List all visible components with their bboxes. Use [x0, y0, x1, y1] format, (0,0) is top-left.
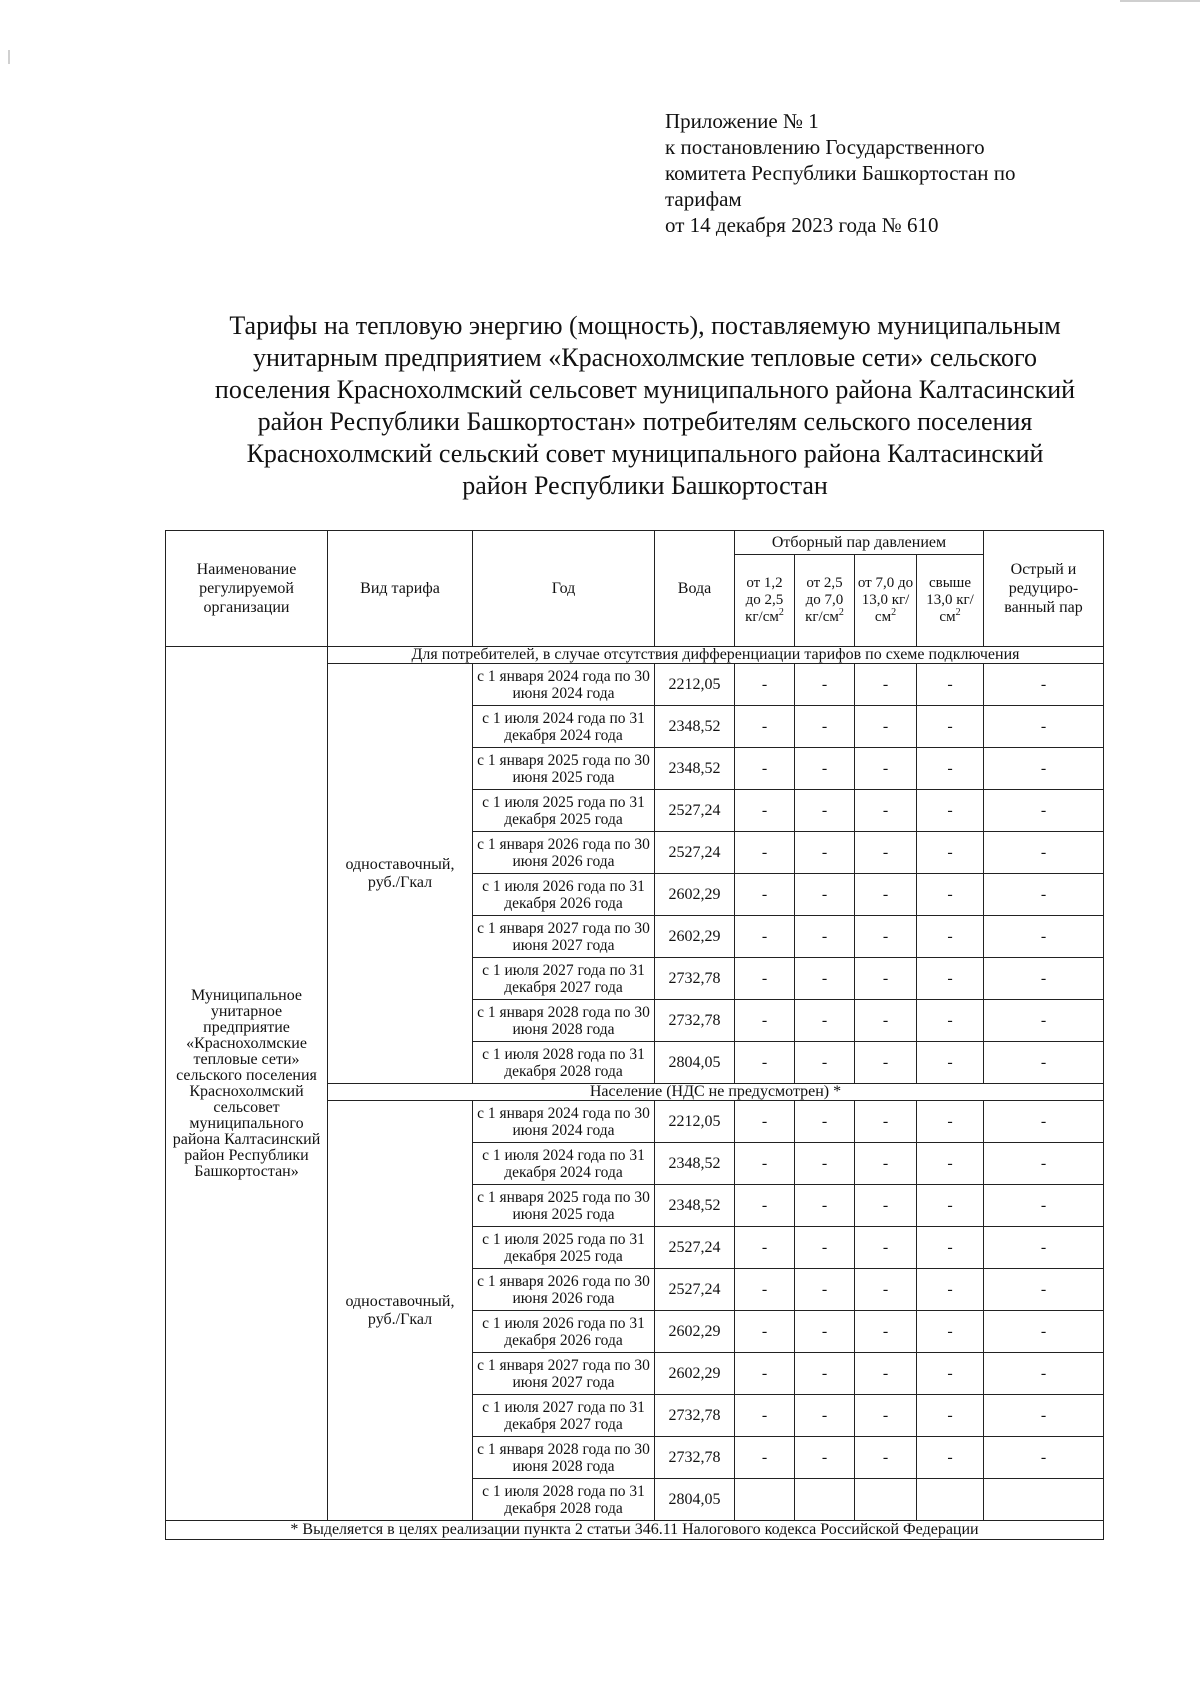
empty-value-cell: -	[795, 1101, 855, 1143]
period-cell: с 1 января 2028 года по 30 июня 2028 года	[473, 1437, 655, 1479]
empty-value-cell: -	[735, 1042, 795, 1084]
title-line: унитарным предприятием «Краснохолмские тепловые сети» сельского	[252, 343, 1038, 372]
section-title: Население (НДС не предусмотрен) *	[328, 1084, 1104, 1101]
empty-value-cell	[984, 1479, 1104, 1521]
empty-value-cell: -	[917, 1143, 984, 1185]
header-water: Вода	[655, 531, 735, 647]
empty-value-cell: -	[795, 958, 855, 1000]
empty-value-cell: -	[855, 832, 917, 874]
empty-value-cell: -	[917, 706, 984, 748]
scan-artifact	[8, 50, 10, 64]
empty-value-cell: -	[735, 916, 795, 958]
empty-value-cell: -	[735, 832, 795, 874]
empty-value-cell: -	[735, 1185, 795, 1227]
empty-value-cell: -	[984, 874, 1104, 916]
empty-value-cell: -	[984, 958, 1104, 1000]
tariff-kind-cell: одноставочный, руб./Гкал	[328, 664, 473, 1084]
table-body	[166, 647, 1104, 1540]
empty-value-cell: -	[917, 832, 984, 874]
empty-value-cell: -	[735, 1395, 795, 1437]
empty-value-cell: -	[917, 1353, 984, 1395]
empty-value-cell: -	[795, 1311, 855, 1353]
empty-value-cell: -	[795, 790, 855, 832]
header-steam-4: свыше 13,0 $кг/см^2$	[917, 555, 984, 647]
title-line: район Республики Башкортостан	[462, 471, 828, 500]
period-cell: с 1 июля 2026 года по 31 декабря 2026 года	[473, 1311, 655, 1353]
empty-value-cell: -	[855, 958, 917, 1000]
header-row	[166, 531, 1104, 555]
empty-value-cell: -	[735, 1269, 795, 1311]
empty-value-cell: -	[917, 1042, 984, 1084]
period-cell: с 1 января 2025 года по 30 июня 2025 года	[473, 748, 655, 790]
water-value-cell: 2602,29	[655, 874, 735, 916]
water-value-cell: 2527,24	[655, 832, 735, 874]
empty-value-cell: -	[795, 1227, 855, 1269]
empty-value-cell: -	[917, 1311, 984, 1353]
header-steam-1: от 1,2 до 2,5 $кг/см^2$	[735, 555, 795, 647]
header-year: Год	[473, 531, 655, 647]
empty-value-cell: -	[855, 1395, 917, 1437]
empty-value-cell: -	[735, 1143, 795, 1185]
empty-value-cell: -	[735, 1227, 795, 1269]
period-cell: с 1 июля 2024 года по 31 декабря 2024 года	[473, 1143, 655, 1185]
empty-value-cell: -	[855, 706, 917, 748]
section-title: Для потребителей, в случае отсутствия дифференциации тарифов по схеме подключения	[328, 647, 1104, 664]
period-cell: с 1 июля 2028 года по 31 декабря 2028 года	[473, 1042, 655, 1084]
empty-value-cell: -	[917, 664, 984, 706]
empty-value-cell: -	[984, 1311, 1104, 1353]
empty-value-cell: -	[735, 874, 795, 916]
empty-value-cell: -	[917, 1269, 984, 1311]
empty-value-cell: -	[917, 1227, 984, 1269]
period-cell: с 1 января 2026 года по 30 июня 2026 года	[473, 832, 655, 874]
annex-line: к постановлению Государственного	[665, 135, 985, 159]
empty-value-cell: -	[984, 706, 1104, 748]
empty-value-cell: -	[795, 1143, 855, 1185]
empty-value-cell: -	[984, 1269, 1104, 1311]
water-value-cell: 2732,78	[655, 1437, 735, 1479]
empty-value-cell: -	[795, 748, 855, 790]
header-sharp-steam: Острый и редуциро-ванный пар	[984, 531, 1104, 647]
water-value-cell: 2602,29	[655, 916, 735, 958]
water-value-cell: 2348,52	[655, 1185, 735, 1227]
empty-value-cell: -	[984, 748, 1104, 790]
water-value-cell: 2212,05	[655, 664, 735, 706]
empty-value-cell: -	[795, 1185, 855, 1227]
title-line: Тарифы на тепловую энергию (мощность), поставляемую муниципальным	[229, 311, 1061, 340]
empty-value-cell: -	[795, 1395, 855, 1437]
empty-value-cell: -	[795, 664, 855, 706]
empty-value-cell: -	[855, 1000, 917, 1042]
water-value-cell: 2212,05	[655, 1101, 735, 1143]
footnote-row	[166, 1521, 1104, 1540]
empty-value-cell: -	[735, 1000, 795, 1042]
period-cell: с 1 января 2024 года по 30 июня 2024 года	[473, 664, 655, 706]
empty-value-cell: -	[795, 916, 855, 958]
empty-value-cell: -	[735, 748, 795, 790]
empty-value-cell: -	[917, 1185, 984, 1227]
tariff-kind-cell: одноставочный, руб./Гкал	[328, 1101, 473, 1521]
annex-block	[665, 108, 1085, 238]
tariff-table	[165, 530, 1104, 1540]
empty-value-cell: -	[855, 874, 917, 916]
empty-value-cell: -	[855, 1143, 917, 1185]
header-tariff-kind: Вид тарифа	[328, 531, 473, 647]
footnote: * Выделяется в целях реализации пункта 2 статьи 346.11 Налогового кодекса Российской Федерации	[166, 1521, 1104, 1540]
empty-value-cell: -	[795, 874, 855, 916]
water-value-cell: 2348,52	[655, 706, 735, 748]
period-cell: с 1 июля 2027 года по 31 декабря 2027 года	[473, 1395, 655, 1437]
period-cell: с 1 июля 2025 года по 31 декабря 2025 года	[473, 790, 655, 832]
water-value-cell: 2527,24	[655, 1269, 735, 1311]
empty-value-cell: -	[735, 706, 795, 748]
empty-value-cell: -	[735, 790, 795, 832]
header-steam-3: от 7,0 до 13,0 $кг/см^2$	[855, 555, 917, 647]
empty-value-cell: -	[855, 1227, 917, 1269]
annex-line: от 14 декабря 2023 года № 610	[665, 213, 939, 237]
empty-value-cell: -	[855, 664, 917, 706]
period-cell: с 1 января 2025 года по 30 июня 2025 года	[473, 1185, 655, 1227]
empty-value-cell: -	[984, 664, 1104, 706]
period-cell: с 1 июля 2024 года по 31 декабря 2024 года	[473, 706, 655, 748]
empty-value-cell: -	[917, 748, 984, 790]
empty-value-cell: -	[984, 916, 1104, 958]
empty-value-cell: -	[795, 1042, 855, 1084]
empty-value-cell: -	[855, 1311, 917, 1353]
empty-value-cell: -	[984, 1227, 1104, 1269]
empty-value-cell: -	[855, 1269, 917, 1311]
title-line: поселения Краснохолмский сельсовет муниципального района Калтасинский	[214, 375, 1076, 404]
empty-value-cell: -	[795, 1000, 855, 1042]
empty-value-cell: -	[855, 916, 917, 958]
scan-artifact	[1120, 0, 1200, 2]
empty-value-cell: -	[855, 1101, 917, 1143]
empty-value-cell: -	[735, 1311, 795, 1353]
period-cell: с 1 января 2026 года по 30 июня 2026 года	[473, 1269, 655, 1311]
empty-value-cell: -	[735, 1101, 795, 1143]
empty-value-cell: -	[984, 790, 1104, 832]
annex-line: тарифам	[665, 187, 742, 211]
empty-value-cell	[855, 1479, 917, 1521]
water-value-cell: 2732,78	[655, 1395, 735, 1437]
annex-line: Приложение № 1	[665, 109, 819, 133]
period-cell: с 1 июля 2026 года по 31 декабря 2026 года	[473, 874, 655, 916]
water-value-cell: 2527,24	[655, 1227, 735, 1269]
period-cell: с 1 июля 2028 года по 31 декабря 2028 года	[473, 1479, 655, 1521]
empty-value-cell: -	[917, 1000, 984, 1042]
empty-value-cell: -	[984, 1143, 1104, 1185]
empty-value-cell: -	[795, 832, 855, 874]
empty-value-cell: -	[984, 1185, 1104, 1227]
water-value-cell: 2602,29	[655, 1353, 735, 1395]
header-steam-group: Отборный пар давлением	[735, 531, 984, 555]
header-org: Наименование регулируемой организации	[166, 531, 328, 647]
empty-value-cell: -	[855, 748, 917, 790]
period-cell: с 1 июля 2027 года по 31 декабря 2027 года	[473, 958, 655, 1000]
empty-value-cell: -	[984, 1395, 1104, 1437]
water-value-cell: 2732,78	[655, 1000, 735, 1042]
empty-value-cell: -	[984, 1101, 1104, 1143]
period-cell: с 1 июля 2025 года по 31 декабря 2025 года	[473, 1227, 655, 1269]
empty-value-cell: -	[735, 1353, 795, 1395]
empty-value-cell: -	[984, 1437, 1104, 1479]
title-line: район Республики Башкортостан» потребителям сельского поселения	[257, 407, 1033, 436]
empty-value-cell: -	[917, 1101, 984, 1143]
empty-value-cell: -	[917, 958, 984, 1000]
header-steam-2: от 2,5 до 7,0 $кг/см^2$	[795, 555, 855, 647]
empty-value-cell: -	[735, 1437, 795, 1479]
empty-value-cell: -	[917, 916, 984, 958]
empty-value-cell: -	[795, 1353, 855, 1395]
empty-value-cell: -	[855, 1185, 917, 1227]
empty-value-cell: -	[984, 832, 1104, 874]
water-value-cell: 2527,24	[655, 790, 735, 832]
annex-line: комитета Республики Башкортостан по	[665, 161, 1016, 185]
empty-value-cell: -	[984, 1000, 1104, 1042]
empty-value-cell: -	[855, 790, 917, 832]
title-line: Краснохолмский сельский совет муниципального района Калтасинский	[246, 439, 1044, 468]
empty-value-cell: -	[917, 1437, 984, 1479]
empty-value-cell	[735, 1479, 795, 1521]
empty-value-cell: -	[917, 874, 984, 916]
water-value-cell: 2804,05	[655, 1479, 735, 1521]
empty-value-cell: -	[795, 1437, 855, 1479]
empty-value-cell: -	[917, 790, 984, 832]
empty-value-cell: -	[855, 1353, 917, 1395]
period-cell: с 1 января 2024 года по 30 июня 2024 года	[473, 1101, 655, 1143]
water-value-cell: 2732,78	[655, 958, 735, 1000]
empty-value-cell: -	[795, 1269, 855, 1311]
period-cell: с 1 января 2028 года по 30 июня 2028 года	[473, 1000, 655, 1042]
water-value-cell: 2602,29	[655, 1311, 735, 1353]
period-cell: с 1 января 2027 года по 30 июня 2027 года	[473, 1353, 655, 1395]
empty-value-cell	[795, 1479, 855, 1521]
empty-value-cell: -	[735, 958, 795, 1000]
empty-value-cell: -	[855, 1437, 917, 1479]
water-value-cell: 2804,05	[655, 1042, 735, 1084]
empty-value-cell: -	[795, 706, 855, 748]
empty-value-cell: -	[735, 664, 795, 706]
empty-value-cell: -	[855, 1042, 917, 1084]
document-title	[165, 310, 1125, 502]
empty-value-cell: -	[917, 1395, 984, 1437]
section-row	[166, 647, 1104, 664]
empty-value-cell	[917, 1479, 984, 1521]
org-name-cell: Муниципальное унитарное предприятие «Краснохолмские тепловые сети» сельского поселения Краснохолмский сельсовет муниципального района Калтасинский район Республики Башкортостан»	[166, 647, 328, 1521]
water-value-cell: 2348,52	[655, 1143, 735, 1185]
empty-value-cell: -	[984, 1353, 1104, 1395]
empty-value-cell: -	[984, 1042, 1104, 1084]
water-value-cell: 2348,52	[655, 748, 735, 790]
period-cell: с 1 января 2027 года по 30 июня 2027 года	[473, 916, 655, 958]
